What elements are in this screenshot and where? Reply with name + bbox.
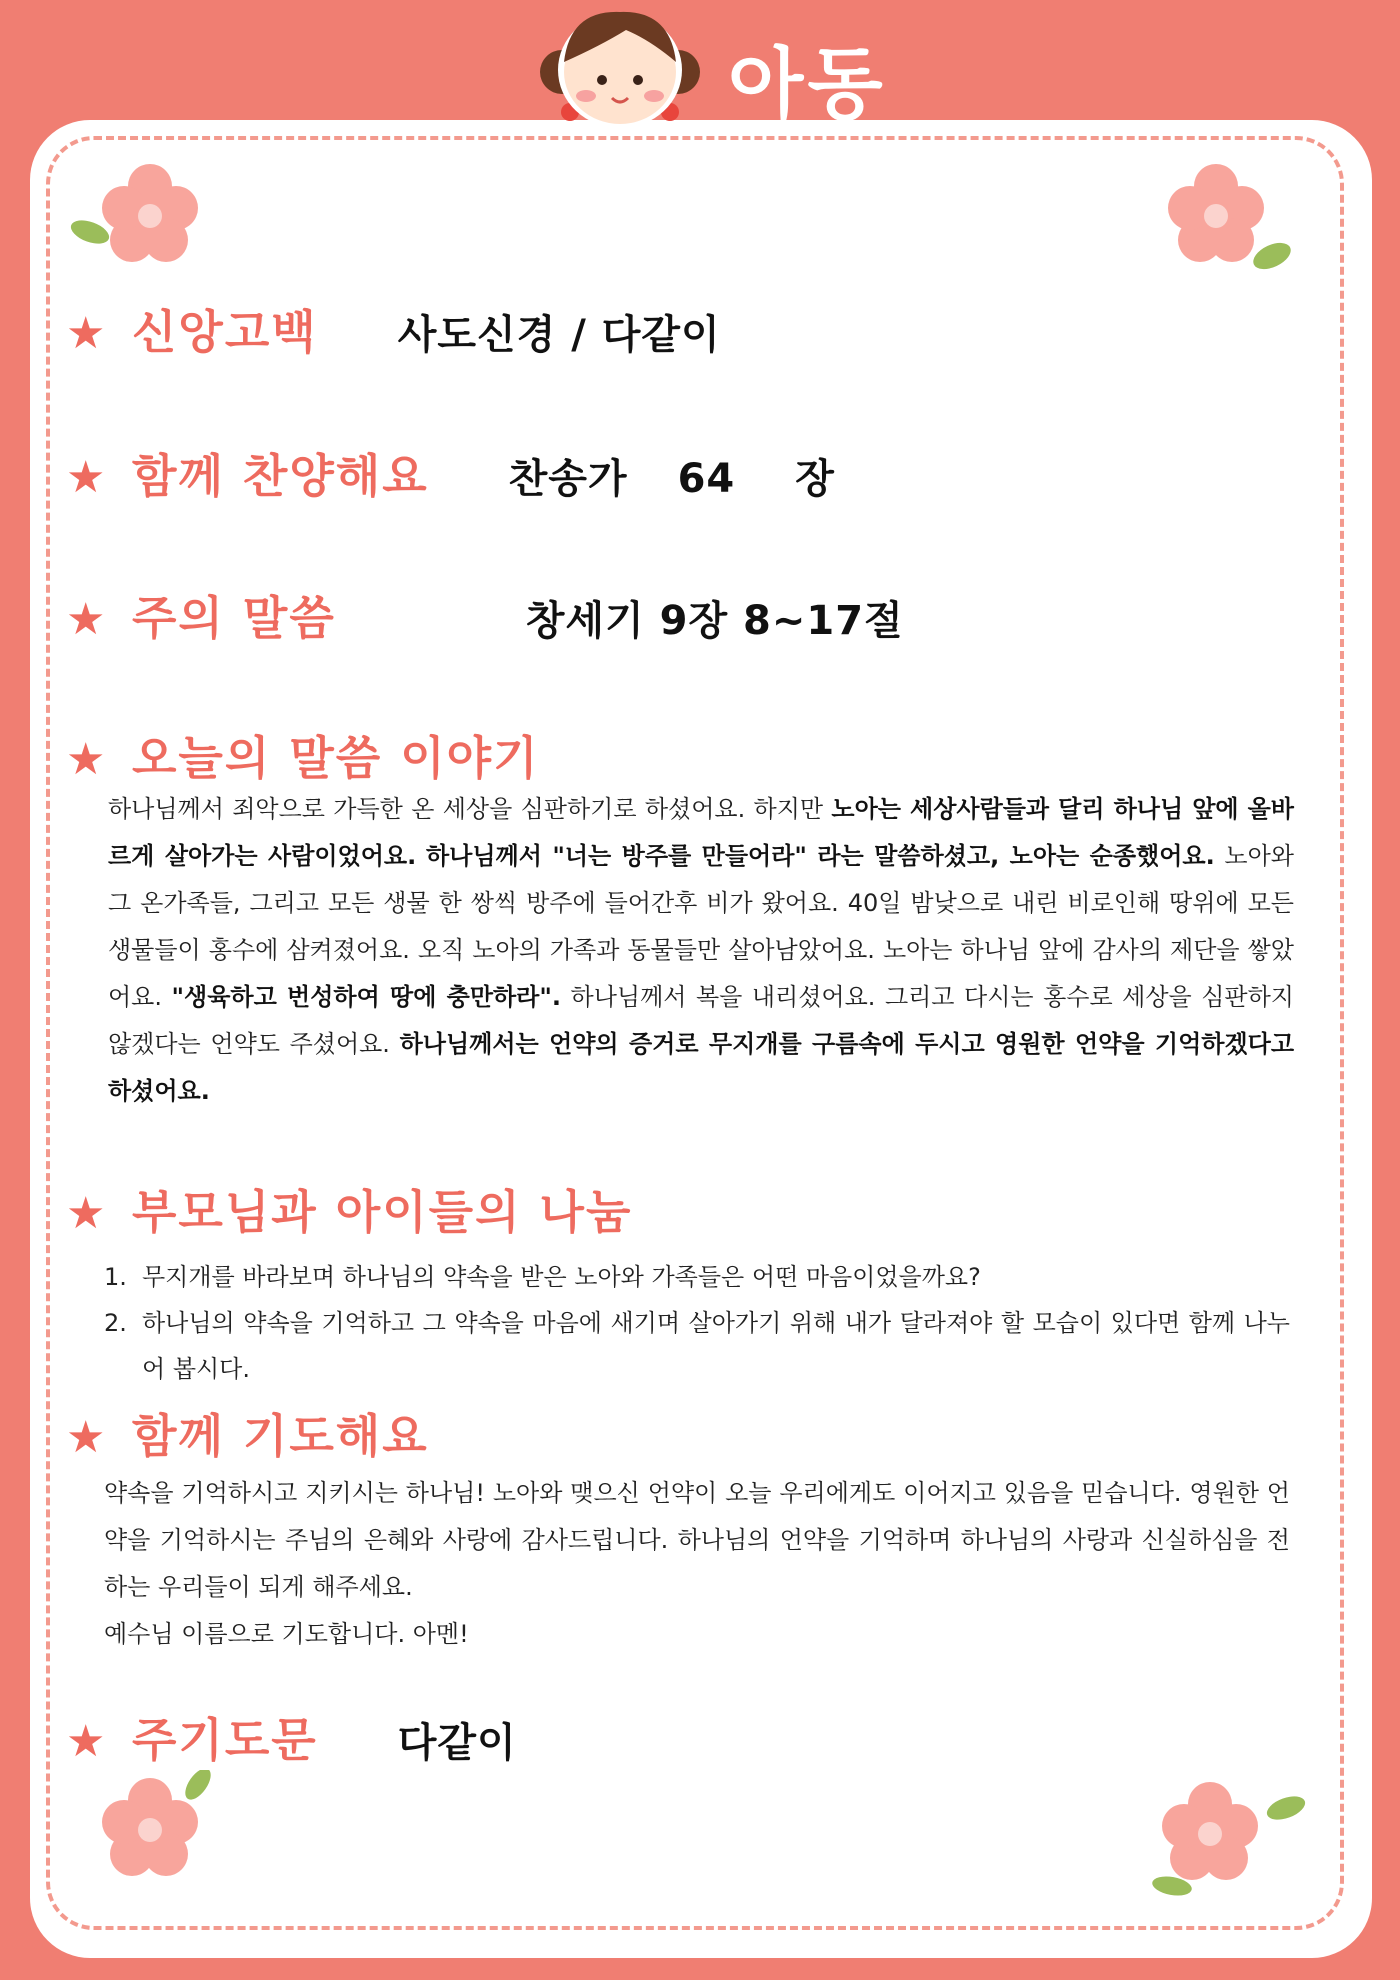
flower-icon xyxy=(80,1770,220,1890)
star-icon: ★ xyxy=(66,734,106,785)
list-number: 2. xyxy=(104,1309,127,1337)
section-title: 함께 찬양해요 xyxy=(132,449,429,503)
section-title: 주의 말씀 xyxy=(132,591,336,645)
story-text-part: 노아와 그 온가족들, 그리고 모든 생물 한 쌍씩 방주에 들어간후 비가 왔어요. 40일 밤낮으로 내린 비로인해 땅위에 모든 생물들이 홍수에 삼켜졌어요. 오직 노아의 가족과 동물들만 살아남았어요. 노아는 하나님 앞에 감사의 제단을 쌓았어요. xyxy=(108,842,1294,1011)
section-title: 오늘의 말씀 이야기 xyxy=(132,731,540,785)
section-sharing xyxy=(66,1176,632,1242)
story-text xyxy=(108,786,1294,1115)
scripture-reference: 창세기 9장 8~17절 xyxy=(525,598,904,644)
hymn-number: 64 xyxy=(677,456,736,502)
star-icon: ★ xyxy=(66,452,106,503)
section-hymn xyxy=(66,440,835,506)
flower-icon xyxy=(1164,160,1294,275)
prayer-body: 약속을 기억하시고 지키시는 하나님! 노아와 맺으신 언약이 오늘 우리에게도 이어지고 있음을 믿습니다. 영원한 언약을 기억하시는 주님의 은혜와 사랑에 감사드립니다. 하나님의 언약을 기억하며 하나님의 사랑과 신실하심을 전하는 우리들이 되게 해주세요. xyxy=(104,1479,1290,1601)
star-icon: ★ xyxy=(66,1716,106,1767)
hymn-label: 찬송가 xyxy=(508,456,628,502)
story-text-bold: 하나님께서 "너는 방주를 만들어라" 라는 말씀하셨고, 노아는 순종했어요. xyxy=(425,842,1215,870)
story-text-part: 하나님께서 복을 내리셨어요. 그리고 다시는 홍수로 세상을 심판하지 않겠다는 언약도 주셨어요. xyxy=(108,983,1294,1058)
list-number: 1. xyxy=(104,1263,127,1291)
list-text: 하나님의 약속을 기억하고 그 약속을 마음에 새기며 살아가기 위해 내가 달라져야 할 모습이 있다면 함께 나누어 봅시다. xyxy=(142,1309,1290,1383)
story-text-part xyxy=(416,842,426,870)
section-prayer xyxy=(66,1400,429,1466)
list-item xyxy=(104,1254,1290,1300)
story-text-bold: 하나님께서는 언약의 증거로 무지개를 구름속에 두시고 영원한 언약을 기억하겠다고 하셨어요. xyxy=(108,1030,1294,1105)
star-icon: ★ xyxy=(66,594,106,645)
hymn-suffix: 장 xyxy=(795,456,835,502)
section-value: 다같이 xyxy=(397,1720,517,1766)
flower-icon xyxy=(1148,1778,1308,1898)
section-story xyxy=(66,722,540,788)
list-item xyxy=(104,1300,1290,1392)
section-value: 사도신경 / 다같이 xyxy=(397,312,721,358)
header-title: 아동 xyxy=(728,40,887,130)
section-title: 신앙고백 xyxy=(132,305,318,359)
star-icon: ★ xyxy=(66,308,106,359)
story-text-bold: "생육하고 번성하여 땅에 충만하라". xyxy=(171,983,561,1011)
section-creed xyxy=(66,296,721,362)
section-title: 부모님과 아이들의 나눔 xyxy=(132,1185,633,1239)
story-text-bold: 노아는 세상사람들과 달리 하나님 앞에 올바르게 살아가는 사람이었어요. xyxy=(108,795,1294,870)
section-scripture xyxy=(66,582,904,648)
prayer-closing: 예수님 이름으로 기도합니다. 아멘! xyxy=(104,1620,469,1648)
section-lords-prayer xyxy=(66,1704,517,1770)
section-title: 함께 기도해요 xyxy=(132,1409,429,1463)
section-title: 주기도문 xyxy=(132,1713,318,1767)
prayer-text xyxy=(104,1470,1290,1658)
star-icon: ★ xyxy=(66,1188,106,1239)
flower-icon xyxy=(70,160,200,270)
story-text-part: 하나님께서 죄악으로 가득한 온 세상을 심판하기로 하셨어요. 하지만 xyxy=(108,795,832,823)
star-icon: ★ xyxy=(66,1412,106,1463)
sharing-list xyxy=(104,1254,1290,1392)
list-text: 무지개를 바라보며 하나님의 약속을 받은 노아와 가족들은 어떤 마음이었을까요? xyxy=(142,1263,981,1291)
girl-mascot-icon xyxy=(530,0,710,140)
